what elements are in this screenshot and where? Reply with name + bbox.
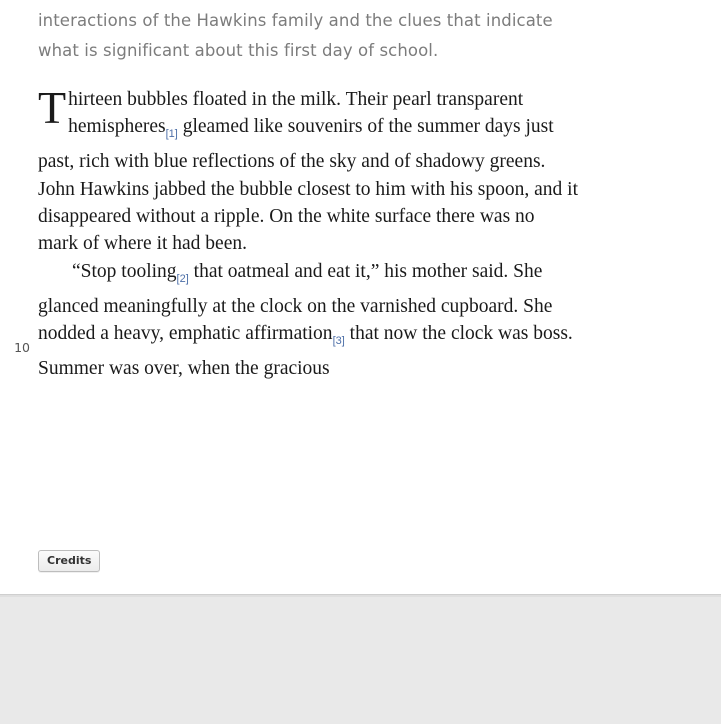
- paragraph-2: [38, 258, 578, 383]
- editorial-intro-note: [38, 6, 568, 66]
- paragraph-2-text-b: that oatmeal and eat it,” his mother said. She glanced meaningfully at the clock on the varnished cupboard. She nodded a heavy, emphatic affirmation: [38, 260, 553, 345]
- intro-line-1: interactions of the Hawkins family and the clues that indicate: [38, 11, 553, 30]
- below-page-background: [0, 594, 721, 724]
- drop-cap: T: [38, 82, 67, 133]
- footnote-marker-1[interactable]: [1]: [165, 128, 178, 141]
- story-body: [38, 82, 578, 383]
- paragraph-2-text-a: “Stop tooling: [72, 260, 177, 282]
- footnote-marker-3[interactable]: [3]: [332, 335, 345, 348]
- credits-button[interactable]: Credits: [38, 550, 100, 572]
- intro-line-2: what is significant about this first day of school.: [38, 41, 439, 60]
- page-right-margin: [600, 0, 721, 594]
- line-number-marker: 10: [14, 340, 30, 355]
- paragraph-2-text-c: that now the clock was boss. Summer was over, when the gracious: [38, 323, 573, 380]
- paragraph-1: [38, 82, 578, 258]
- paragraph-1-text-b: gleamed like souvenirs of the summer days just past, rich with blue reflections of the sky and of shadowy greens. John Hawkins jabbed the bubble closest to him with his spoon, and it disappeared without a ripple. On the white surface there was no mark of where it had been.: [38, 116, 578, 255]
- paragraph-1-text-a: hirteen bubbles floated in the milk. Their pearl transparent hemispheres: [68, 89, 524, 138]
- footnote-marker-2[interactable]: [2]: [176, 272, 189, 285]
